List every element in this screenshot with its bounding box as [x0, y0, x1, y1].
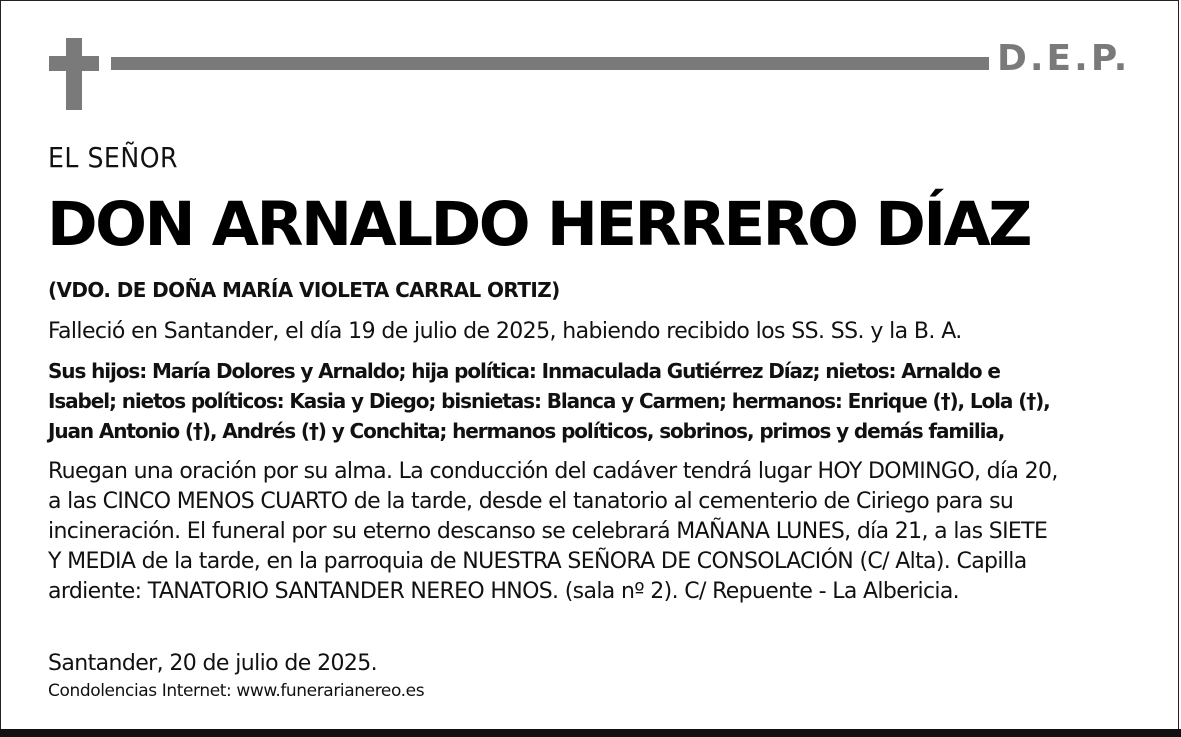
place-date: Santander, 20 de julio de 2025.	[48, 651, 378, 676]
title-prefix: EL SEÑOR	[48, 141, 179, 174]
condolences-line: Condolencias Internet: www.funerarianereo.es	[48, 681, 425, 701]
ceremony-line: a las CINCO MENOS CUARTO de la tarde, desde el tanatorio al cementerio de Ciriego para su	[48, 489, 1014, 514]
death-line: Falleció en Santander, el día 19 de julio de 2025, habiendo recibido los SS. SS. y la B. A.	[48, 319, 962, 344]
family-line: Juan Antonio (†), Andrés (†) y Conchita; hermanos políticos, sobrinos, primos y demás familia,	[48, 419, 1005, 443]
latin-cross-icon	[49, 38, 99, 110]
header-rule	[111, 57, 989, 70]
widow-of-line: (VDO. DE DOÑA MARÍA VIOLETA CARRAL ORTIZ)	[48, 278, 560, 302]
dep-abbreviation: D.E.P.	[997, 38, 1131, 79]
bottom-rule	[0, 729, 1181, 737]
family-paragraph	[48, 356, 1133, 446]
ceremony-paragraph	[48, 457, 1138, 607]
deceased-name: DON ARNALDO HERRERO DÍAZ	[47, 189, 1030, 260]
ceremony-line: Y MEDIA de la tarde, en la parroquia de NUESTRA SEÑORA DE CONSOLACIÓN (C/ Alta). Capilla	[48, 549, 1027, 574]
ceremony-line: Ruegan una oración por su alma. La conducción del cadáver tendrá lugar HOY DOMINGO, día 20,	[48, 459, 1058, 484]
family-line: Sus hijos: María Dolores y Arnaldo; hija política: Inmaculada Gutiérrez Díaz; nietos: Arnaldo e	[48, 359, 1000, 383]
family-line: Isabel; nietos políticos: Kasia y Diego; bisnietas: Blanca y Carmen; hermanos: Enrique (†), Lola (†),	[48, 389, 1050, 413]
ceremony-line: incineración. El funeral por su eterno descanso se celebrará MAÑANA LUNES, día 21, a las SIETE	[48, 519, 1048, 544]
ceremony-line: ardiente: TANATORIO SANTANDER NEREO HNOS. (sala nº 2). C/ Repuente - La Albericia.	[48, 579, 960, 604]
